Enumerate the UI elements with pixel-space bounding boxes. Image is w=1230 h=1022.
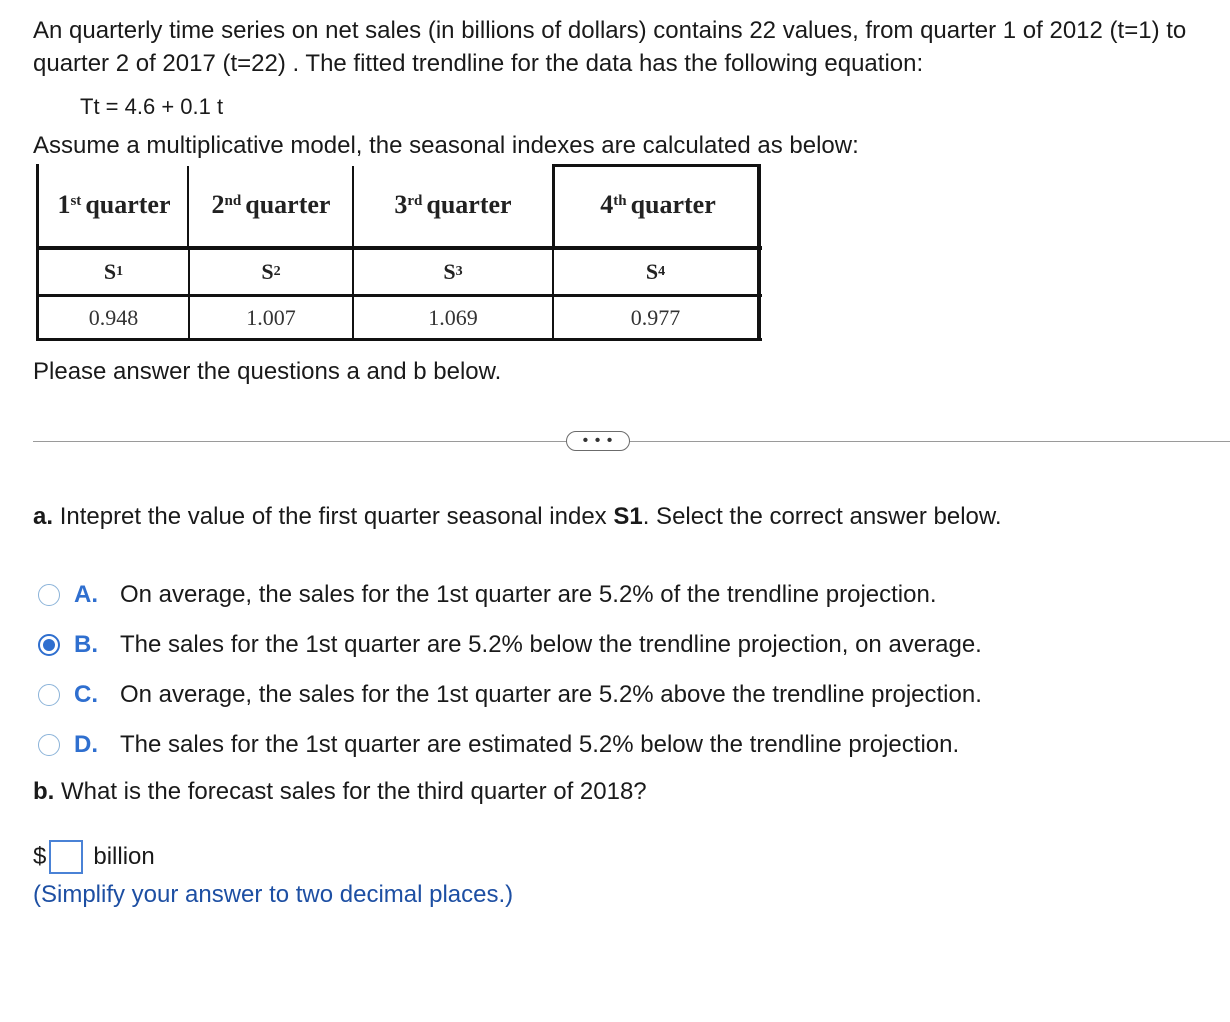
option-b[interactable]: B. The sales for the 1st quarter are 5.2% below the trendline projection, on average.	[38, 627, 982, 663]
assume-text: Assume a multiplicative model, the seasonal indexes are calculated as below:	[33, 132, 859, 159]
option-c-text: On average, the sales for the 1st quarter are 5.2% above the trendline projection.	[120, 681, 982, 708]
option-d-text: The sales for the 1st quarter are estimated 5.2% below the trendline projection.	[120, 731, 960, 758]
symbol-s4: S 4	[645, 259, 666, 284]
section-divider	[33, 441, 1230, 442]
table-border	[352, 166, 354, 246]
question-intro: An quarterly time series on net sales (in billions of dollars) contains 22 values, from quarter 1 of 2012 (t=1) to quarter 2 of 2017 (t=22) . The fitted trendline for the data has the following equation:	[33, 17, 1187, 77]
header-q2: 2 $^{nd}$ quarter	[211, 190, 331, 219]
header-q4: 4 $^{th}$ quarter	[600, 190, 716, 219]
unit-label: billion	[93, 843, 155, 870]
option-a[interactable]: A. On average, the sales for the 1st quarter are 5.2% of the trendline projection.	[38, 577, 936, 613]
option-d[interactable]: D. The sales for the 1st quarter are estimated 5.2% below the trendline projection.	[38, 727, 959, 763]
table-border	[757, 246, 761, 341]
value-s3: 1.069	[428, 305, 478, 330]
option-c[interactable]: C. On average, the sales for the 1st quarter are 5.2% above the trendline projection.	[38, 677, 982, 713]
radio-option-d[interactable]	[38, 734, 60, 756]
answer-row	[33, 837, 155, 877]
table-border	[36, 338, 762, 341]
table-border	[757, 164, 761, 246]
option-a-text: On average, the sales for the 1st quarter are 5.2% of the trendline projection.	[120, 581, 937, 608]
radio-option-c[interactable]	[38, 684, 60, 706]
forecast-answer-input[interactable]	[49, 840, 83, 874]
more-options-button[interactable]: • • •	[566, 431, 630, 451]
part-a-prompt: a. Intepret the value of the first quarter seasonal index S1. Select the correct answer below.	[33, 503, 1002, 530]
radio-selected-dot	[43, 639, 55, 651]
seasonal-index-table	[36, 164, 762, 342]
table-border	[36, 164, 39, 246]
instruction-text: Please answer the questions a and b below.	[33, 358, 502, 385]
value-s4: 0.977	[630, 305, 681, 330]
header-q1: 1 $^{st}$ quarter	[57, 190, 171, 219]
value-s2: 1.007	[246, 305, 296, 330]
part-b-prompt: b. What is the forecast sales for the third quarter of 2018?	[33, 778, 647, 805]
currency-symbol: $	[33, 843, 47, 870]
table-border	[552, 164, 555, 246]
radio-option-b[interactable]	[38, 634, 60, 656]
trendline-equation: Tt = 4.6 + 0.1 t	[80, 94, 224, 119]
header-q3: 3 $^{rd}$ quarter	[394, 190, 512, 219]
table-border	[36, 294, 762, 297]
symbol-s1: S 1	[103, 259, 124, 284]
table-border	[187, 166, 189, 246]
answer-hint: (Simplify your answer to two decimal places.)	[33, 881, 514, 908]
radio-option-a[interactable]	[38, 584, 60, 606]
symbol-s2: S 2	[261, 259, 281, 284]
symbol-s3: S 3	[443, 259, 463, 284]
option-b-text: The sales for the 1st quarter are 5.2% below the trendline projection, on average.	[120, 631, 982, 658]
table-border	[552, 164, 761, 167]
value-s1: 0.948	[88, 305, 139, 330]
